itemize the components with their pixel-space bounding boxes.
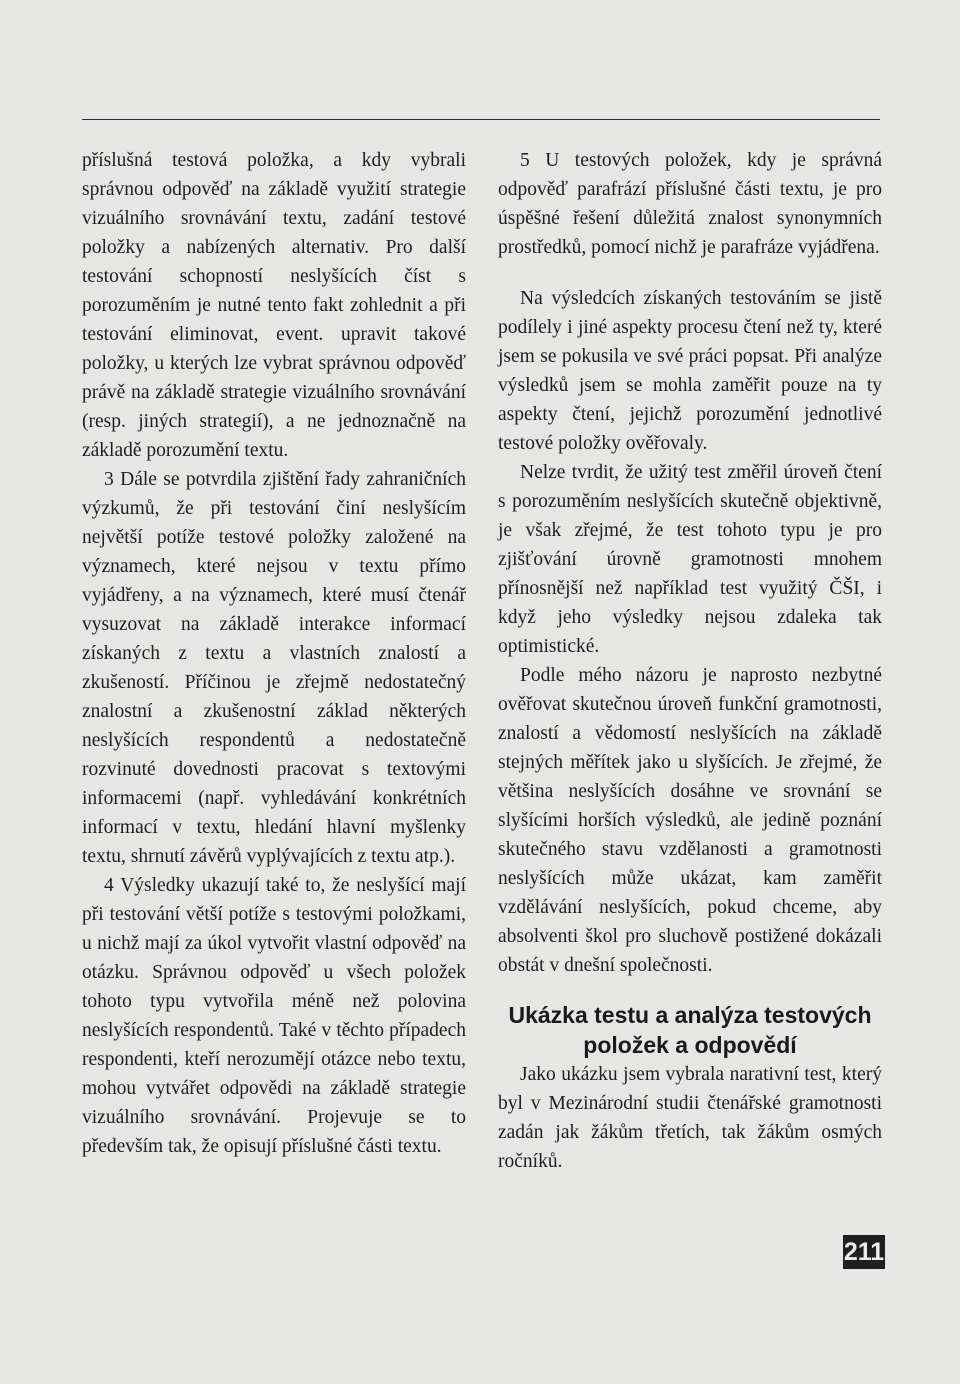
item-number-3: 3 <box>104 469 114 490</box>
right-paragraph-3: Nelze tvrdit, že užitý test změřil úroveň čtení s porozuměním neslyšících skutečně objektivně, je však zřejmé, že test tohoto typu je pro zjišťování úrovně gramotnosti mnohem přínosnější než například test využitý ČŠI, i když jeho výsledky nejsou zdaleka tak optimistické. <box>498 462 882 657</box>
page-number: 211 <box>843 1235 885 1269</box>
left-paragraph-2 <box>82 465 466 871</box>
left-paragraph-2-text: Dále se potvrdila zjištění řady zahraničních výzkumů, že při testování činí neslyšícím největší potíže testové položky založené na významech, které nejsou v textu přímo vyjádřeny, a na významech, které musí čtenář vysuzovat na základě interakce informací získaných z textu a vlastních znalostí a zkušeností. Příčinou je zřejmě nedostatečný znalostní a zkušenostní základ některých neslyšících respondentů a nedostatečně rozvinuté dovednosti pracovat s textovými informacemi (např. vyhledávání konkrétních informací v textu, hledání hlavní myšlenky textu, shrnutí závěrů vyplývajících z textu atp.). <box>82 469 467 867</box>
right-paragraph-2: Na výsledcích získaných testováním se jistě podílely i jiné aspekty procesu čtení než ty, které jsem se pokusila ve své práci popsat. Při analýze výsledků jsem se mohla zaměřit pouze na ty aspekty čtení, jejichž porozumění jednotlivé testové položky ověřovaly. <box>498 288 882 454</box>
section-heading: Ukázka testu a analýza testových položek a odpovědí <box>508 1002 872 1058</box>
item-number-5: 5 <box>520 150 530 171</box>
right-paragraph-1-text: U testových položek, kdy je správná odpověď parafrází příslušné části textu, je pro úspěšné řešení důležitá znalost synonymních prostředků, pomocí nichž je parafráze vyjádřena. <box>498 150 883 258</box>
left-paragraph-3-text: Výsledky ukazují také to, že neslyšící mají při testování větší potíže s testovými položkami, u nichž mají za úkol vytvořit vlastní odpověď na otázku. Správnou odpověď u všech položek tohoto typu vytvořila méně než polovina neslyšících respondentů. Také v těchto případech respondenti, kteří nerozumějí otázce nebo textu, mohou vytvářet odpovědi na základě strategie vizuálního srovnávání. Projevuje se to především tak, že opisují příslušné části textu. <box>82 875 466 1157</box>
right-paragraph-1 <box>498 146 882 262</box>
right-column <box>498 146 882 1176</box>
item-number-4: 4 <box>104 875 114 896</box>
left-paragraph-3 <box>82 871 466 1161</box>
left-paragraph-1: příslušná testová položka, a kdy vybrali správnou odpověď na základě využití strategie vizuálního srovnávání textu, zadání testové položky a nabízených alternativ. Pro další testování schopností neslyšících číst s porozuměním je nutné tento fakt zohlednit a při testování eliminovat, event. upravit takové položky, u kterých lze vybrat správnou odpověď právě na základě strategie vizuálního srovnávání (resp. jiných strategií), a ne jednoznačně na základě porozumění textu. <box>82 150 466 461</box>
left-column <box>82 146 466 1161</box>
right-paragraph-4: Podle mého názoru je naprosto nezbytné ověřovat skutečnou úroveň funkční gramotnosti, znalostí a vědomostí neslyšících na základě stejných měřítek jako u slyšících. Je zřejmé, že většina neslyšících dosáhne ve srovnání se slyšícími horších výsledků, ale jedině poznání skutečného stavu vzdělanosti a gramotnosti neslyšících může ukázat, kam zaměřit vzdělávání neslyšících, pokud chceme, aby absolventi škol pro sluchově postižené dokázali obstát v dnešní společnosti. <box>498 665 882 976</box>
header-rule <box>82 119 880 120</box>
right-paragraph-5: Jako ukázku jsem vybrala narativní test, který byl v Mezinárodní studii čtenářské gramotnosti zadán jak žákům třetích, tak žákům osmých ročníků. <box>498 1064 882 1172</box>
